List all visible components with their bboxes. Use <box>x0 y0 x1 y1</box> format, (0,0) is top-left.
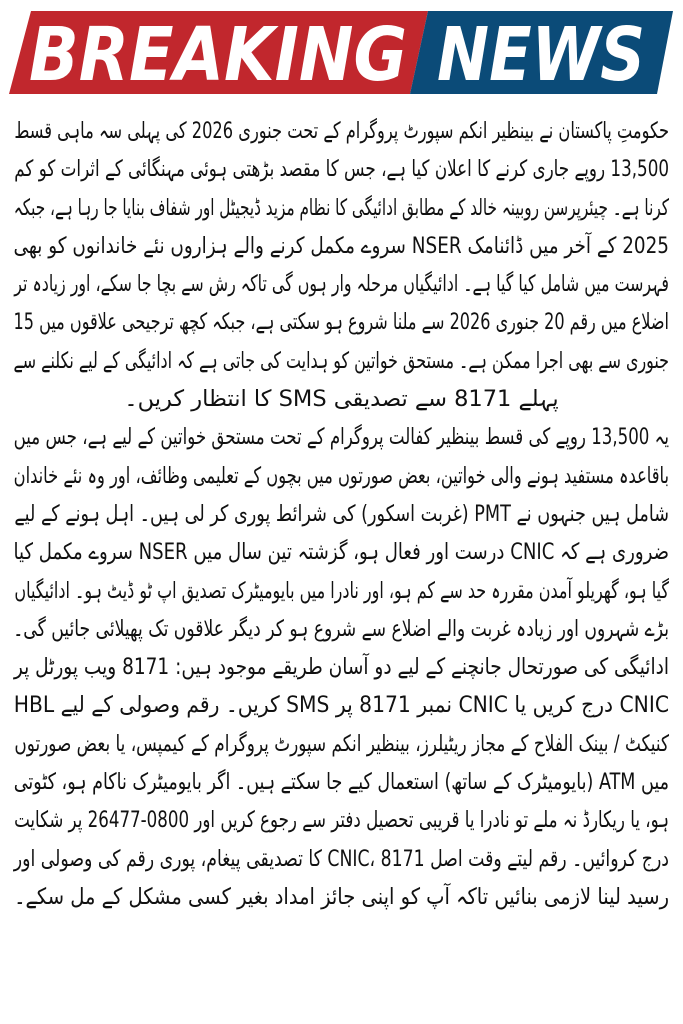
paragraph-announcement <box>14 112 669 418</box>
text-line: باقاعدہ مستفید ہونے والی خواتین، بعض صورتوں میں بچوں کے تعلیمی وظائف، اور وہ نئے خاندان <box>13 462 670 489</box>
text-line: ضروری ہے کہ CNIC درست اور فعال ہو، گزشتہ تین سال میں NSER سروے مکمل کیا <box>13 539 669 566</box>
text-line: اضلاع میں رقم 20 جنوری 2026 سے ملنا شروع ہو سکتی ہے، جبکہ کچھ ترجیحی علاقوں میں 15 <box>13 309 669 336</box>
text-line: 2025 کے آخر میں ڈائنامک NSER سروے مکمل کرنے والے ہزاروں نئے خاندانوں کو بھی <box>13 232 669 259</box>
banner-graphic <box>0 0 683 105</box>
text-line: CNIC درج کریں یا CNIC نمبر 8171 پر SMS کریں۔ رقم وصولی کے لیے HBL <box>13 692 669 719</box>
breaking-news-banner <box>0 0 683 105</box>
text-line: 13,500 روپے جاری کرنے کا اعلان کیا ہے، جس کا مقصد بڑھتی ہوئی مہنگائی کے اثرات کو کم <box>14 156 669 183</box>
banner-word-news: NEWS <box>437 12 645 98</box>
paragraph-payment-methods <box>14 648 669 916</box>
banner-word-breaking: BREAKING <box>29 12 407 98</box>
text-line: رسید لینا لازمی بنائیں تاکہ آپ کو اپنی جائز امداد بغیر کسی مشکل کے مل سکے۔ <box>14 883 669 910</box>
text-line: ہو، یا ریکارڈ نہ ملے تو نادرا یا قریبی تحصیل دفتر سے رجوع کریں اور 0800-26477 پر شکایت <box>14 807 670 834</box>
text-line: فہرست میں شامل کیا گیا ہے۔ ادائیگیاں مرحلہ وار ہوں گی تاکہ رش سے بچا جا سکے، اور زیادہ تر <box>14 271 669 298</box>
text-line: کرنا ہے۔ چیئرپرسن روبینہ خالد کے مطابق ادائیگی کا نظام مزید ڈیجیٹل اور شفاف بنایا جا رہا ہے، جبکہ <box>13 194 669 221</box>
text-line: یہ 13,500 روپے کی قسط بینظیر کفالت پروگرام کے تحت مستحق خواتین کے لیے ہے، جس میں <box>13 424 670 451</box>
text-line: جنوری سے بھی اجرا ممکن ہے۔ مستحق خواتین کو ہدایت کی جاتی ہے کہ ادائیگی کے لیے نکلنے سے <box>13 347 670 374</box>
text-line: گیا ہو، گھریلو آمدن مقررہ حد سے کم ہو، اور نادرا میں بایومیٹرک تصدیق اپ ٹو ڈیٹ ہو۔ ادائیگیاں <box>14 577 669 604</box>
text-line: میں ATM (بایومیٹرک کے ساتھ) استعمال کیے جا سکتے ہیں۔ اگر بایومیٹرک ناکام ہو، کٹوتی <box>13 769 669 796</box>
text-line: بڑے شہروں اور زیادہ غربت والے اضلاع سے شروع ہو کر دیگر علاقوں تک پھیلائی جائیں گی۔ <box>13 615 670 642</box>
text-line: حکومتِ پاکستان نے بینظیر انکم سپورٹ پروگرام کے تحت جنوری 2026 کی پہلی سہ ماہی قسط <box>14 118 669 144</box>
text-line: کنیکٹ / بینک الفلاح کے مجاز ریٹیلرز، بینظیر انکم سپورٹ پروگرام کے کیمپس، یا بعض صورتوں <box>14 730 669 757</box>
text-line: پہلے 8171 سے تصدیقی SMS کا انتظار کریں۔ <box>124 386 559 413</box>
text-line: ادائیگی کی صورتحال جانچنے کے لیے دو آسان طریقے موجود ہیں: 8171 ویب پورٹل پر <box>13 654 669 681</box>
article-body <box>14 112 669 916</box>
text-line: درج کروائیں۔ رقم لیتے وقت اصل CNIC، 8171 کا تصدیقی پیغام، پوری رقم کی وصولی اور <box>13 845 669 872</box>
text-line: شامل ہیں جنہوں نے PMT (غربت اسکور) کی شرائط پوری کر لی ہیں۔ اہل ہونے کے لیے <box>14 500 669 527</box>
paragraph-eligibility <box>14 418 669 648</box>
